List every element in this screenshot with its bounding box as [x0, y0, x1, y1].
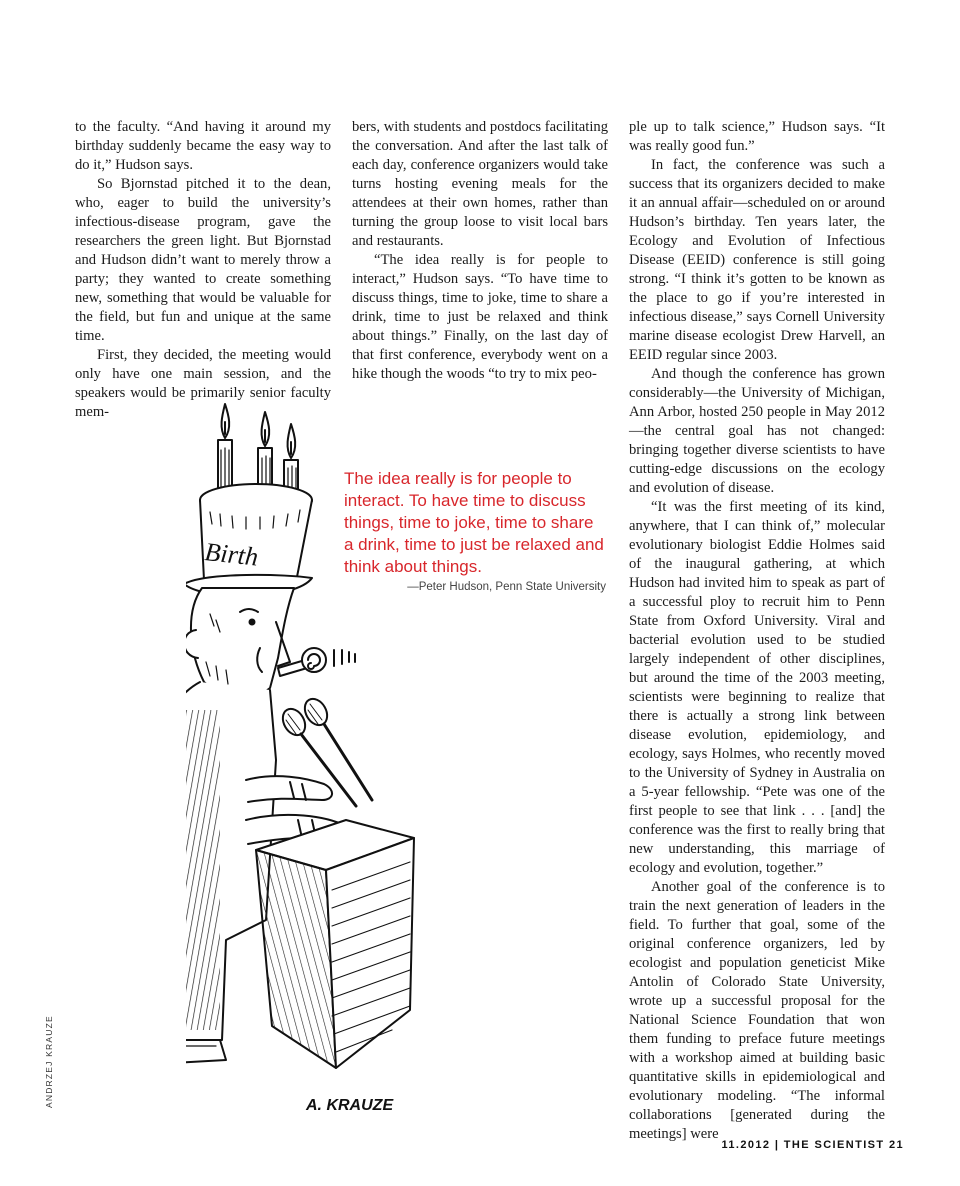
podium: [256, 820, 414, 1068]
artist-signature: A. KRAUZE: [306, 1097, 394, 1114]
paragraph: “The idea really is for people to interact,” Hudson says. “To have time to discuss things, time to joke, time to share a drink, time to just be relaxed and think about things.” Finally, on the last day of that first conference, everybody went on a hike though the woods “to try to mix peo-: [352, 252, 608, 382]
speaker-feet: [186, 1040, 226, 1064]
paragraph: And though the conference has grown considerably—the University of Michigan, Ann Arbor, hosted 250 people in May 2012—the central goal has not changed: bringing together diverse scientists to have cutting-edge discussions on the ecology and evolution of disease.: [629, 366, 885, 496]
article-column-2: [352, 118, 608, 384]
illustration-credit: ANDRZEJ KRAUZE: [44, 1015, 54, 1108]
hat-text: Birth: [203, 537, 260, 572]
paragraph: So Bjornstad pitched it to the dean, who, eager to build the university’s infectious-disease program, gave the researchers the green light. But Bjornstad and Hudson didn’t want to merely throw a party; they wanted to create something new, something that would be valuable for the field, but fun and unique at the same time.: [75, 176, 331, 344]
paragraph: First, they decided, the meeting would only have one main session, and the speakers would be primarily senior faculty mem-: [75, 347, 331, 420]
cake-hat: [186, 484, 312, 596]
paragraph: to the faculty. “And having it around my birthday suddenly became the easy way to do it,” Hudson says.: [75, 119, 331, 173]
article-column-3: [629, 118, 885, 1144]
pull-quote-attribution: —Peter Hudson, Penn State University: [407, 581, 606, 593]
pull-quote-text: The idea really is for people to interact. To have time to discuss things, time to joke, time to share a drink, time to just be relaxed and think about things.: [344, 469, 604, 576]
paragraph: bers, with students and postdocs facilitating the conversation. And after the last talk of each day, conference organizers would take turns hosting evening meals for the attendees at their own homes, rather than turning the group loose to visit local bars and restaurants.: [352, 119, 608, 249]
paragraph: ple up to talk science,” Hudson says. “It was really good fun.”: [629, 119, 885, 154]
paragraph: In fact, the conference was such a success that its organizers decided to make it an annual affair—scheduled on or around Hudson’s birthday. Ten years later, the Ecology and Evolution of Infectious Disease (EEID) conference is still going strong. “I think it’s gotten to be known as the place to go if you’re interested in infectious disease,” says Cornell University marine disease ecologist Drew Harvell, an EEID regular since 2003.: [629, 157, 885, 363]
speaker-head: [186, 588, 294, 697]
birthday-speaker-illustration: [186, 400, 476, 1130]
page-footer: 11.2012 | THE SCIENTIST 21: [721, 1139, 904, 1151]
article-column-1: [75, 118, 331, 422]
paragraph: “It was the first meeting of its kind, anywhere, that I can think of,” molecular evolutionary biologist Eddie Holmes said of the inaugural gathering, at which Hudson had invited him to speak as part of a successful ploy to recruit him to Penn State from Oxford University. Viral and bacterial evolution used to be studied largely independent of other disciplines, but around the time of the 2003 meeting, scientists were beginning to realize that there is actually a strong link between disease evolution, epidemiology, and ecology, says Holmes, who recently moved to the University of Sydney in Australia on a 5-year fellowship. “Pete was one of the first people to see that link . . . [and] the conference was the first to really bring that new understanding, this marriage of ecology and evolution, together.”: [629, 499, 885, 876]
paragraph: Another goal of the conference is to train the next generation of leaders in the field. To further that goal, some of the original conference organizers, led by ecologist and population geneticist Mike Antolin of Colorado State University, wrote up a successful proposal for the National Science Foundation that won them funding to preface future meetings with a workshop aimed at building basic quantitative skills in epidemiological and evolutionary modeling. “The informal collaborations [generated during the meetings] were: [629, 879, 885, 1142]
